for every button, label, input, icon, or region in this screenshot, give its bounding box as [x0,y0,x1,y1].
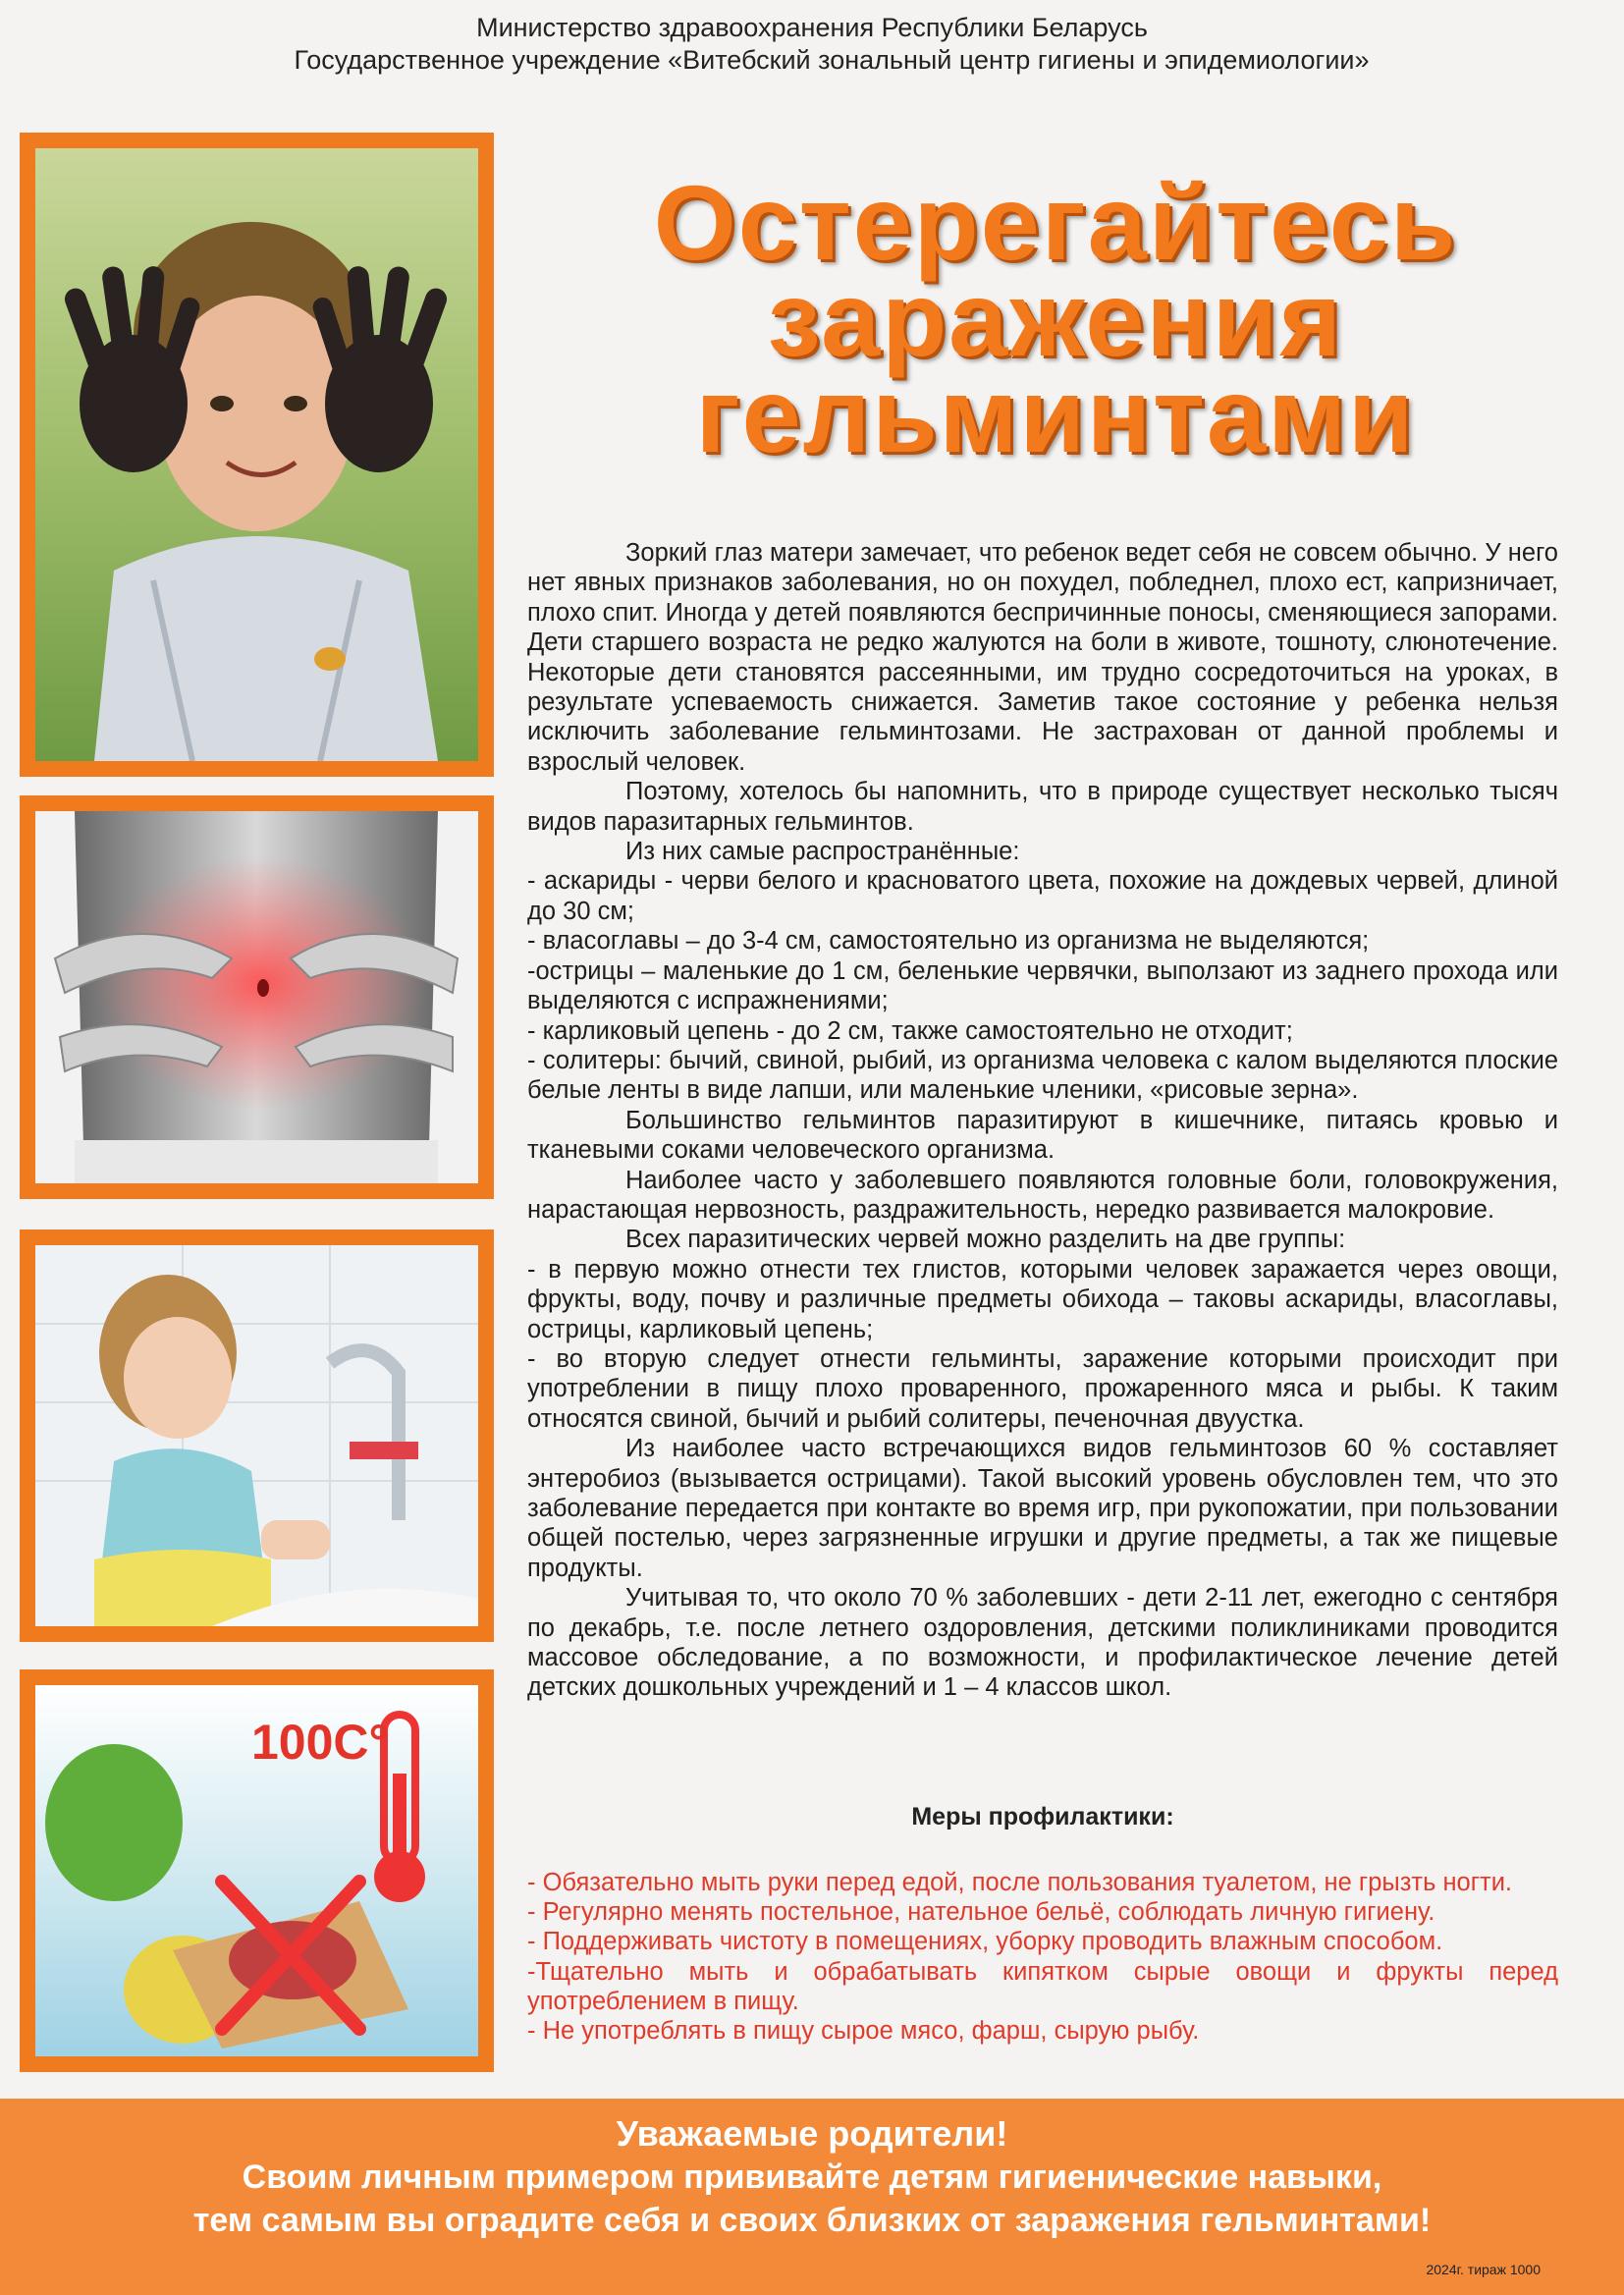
body-paragraph: Большинство гельминтов паразитируют в кишечнике, питаясь кровью и тканевыми соками человеческого организма. [527,1106,1558,1165]
measure-item: - Поддерживать чистоту в помещениях, уборку проводить влажным способом. [527,1928,1443,1956]
institution-line: Государственное учреждение «Витебский зональный центр гигиены и эпидемиологии» [294,45,1370,75]
prevention-measures-list [527,1868,1558,2046]
photo-boy-dirty-hands [35,148,478,761]
body-paragraph: - власоглавы – до 3-4 см, самостоятельно из организма не выделяются; [527,927,1370,956]
photo-frame-boy [20,133,494,777]
boy-dirty-hands-illustration [35,148,478,761]
title-line-2: заражения [767,259,1344,378]
body-paragraph: Наиболее часто у заболевшего появляются головные боли, головокружения, нарастающая нервозность, раздражительность, нередко развивается малокровие. [527,1166,1558,1224]
thermometer-label: 100C° [251,1715,389,1770]
photo-girl-washing-hands [35,1245,478,1626]
body-paragraph: Зоркий глаз матери замечает, что ребенок ведет себя не совсем обычно. У него нет явных признаков заболевания, но он похудел, побледнел, плохо ест, капризничает, плохо спит. Иногда у детей появляются беспричинные поносы, сменяющиеся запорами. Дети старшего возраста не редко жалуются на боли в животе, тошноту, слюнотечение. Некоторые дети становятся рассеянными, им трудно сосредоточиться на уроках, в результате успеваемость снижается. Заметив такое состояние у ребенка нельзя исключить заболевание гельминтозами. Не застрахован от данной проблемы и взрослый человек. [527,539,1558,776]
body-paragraph: Поэтому, хотелось бы напомнить, что в природе существует несколько тысяч видов паразитарных гельминтов. [527,778,1558,836]
body-paragraph: - карликовый цепень - до 2 см, также самостоятельно не отходит; [527,1016,1293,1045]
print-info: 2024г. тираж 1000 [1426,2262,1541,2277]
body-paragraph: - в первую можно отнести тех глистов, которыми человек заражается через овощи, фрукты, воду, почву и различные предметы обихода – таковы аскариды, власоглавы, острицы, карликовый цепень; [527,1255,1558,1343]
ministry-line: Министерство здравоохранения Республики Беларусь [476,13,1148,42]
body-paragraph: Учитывая то, что около 70 % заболевших - дети 2-11 лет, ежегодно с сентября по декабрь, т.е. после летнего оздоровления, детскими поликлиниками проводится массовое обследование, а по возможности, и профилактическое лечение детей детских дошкольных учреждений и 1 – 4 классов школ. [527,1584,1558,1702]
title-line-1: Остерегайтесь [653,163,1458,282]
body-paragraph: Из наиболее часто встречающихся видов гельминтозов 60 % составляет энтеробиоз (вызывается острицами). Такой высокий уровень обусловлен тем, что это заболевание передается при контакте во время игр, при рукопожатии, при пользовании общей постелью, через загрязненные игрушки и другие предметы, а так же пищевые продукты. [527,1435,1558,1582]
page-title [511,163,1600,474]
measure-item: - Обязательно мыть руки перед едой, после пользования туалетом, не грызть ногти. [527,1869,1513,1896]
footer-message-2: тем самым вы оградите себя и своих близких от заражения гельминтами! [192,2202,1432,2239]
photo-frame-belly [20,795,494,1199]
photo-frame-food [20,1669,494,2072]
food-hygiene-illustration [35,1685,478,2056]
belly-pain-illustration [35,811,478,1183]
photo-belly-pain [35,811,478,1183]
footer-message-1: Своим личным примером прививайте детям гигиенические навыки, [242,2158,1382,2196]
body-paragraph: Всех паразитических червей можно разделить на две группы: [625,1226,1346,1254]
title-line-3: гельминтами [695,355,1416,474]
body-paragraph: - солитеры: бычий, свиной, рыбий, из организма человека с калом выделяются плоские белые ленты в виде лапши, или маленькие членики, «рисовые зерна». [527,1046,1558,1105]
measures-heading: Меры профилактики: [911,1803,1174,1831]
measure-item: -Тщательно мыть и обрабатывать кипятком сырые овощи и фрукты перед употреблением в пищу. [527,1957,1558,2015]
body-paragraph: -острицы – маленькие до 1 см, беленькие червячки, выползают из заднего прохода или выделяются с испражнениями; [527,956,1558,1015]
body-paragraph: - аскариды - черви белого и красноватого цвета, похожие на дождевых червей, длиной до 30 см; [527,867,1558,925]
body-paragraph: Из них самые распространённые: [625,838,1020,866]
body-paragraph: - во вторую следует отнести гельминты, заражение которыми происходит при употреблении в пищу плохо проваренного, прожаренного мяса и рыбы. К таким относятся свиной, бычий и рыбий солитеры, печеночная двуустка. [527,1344,1558,1433]
photo-food-hygiene [35,1685,478,2056]
footer-greeting: Уважаемые родители! [616,2113,1008,2154]
photo-frame-girl [20,1229,494,1642]
article-body [527,538,1558,1703]
footer-banner [0,2099,1624,2295]
measure-item: - Не употреблять в пищу сырое мясо, фарш, сырую рыбу. [527,2017,1200,2046]
header [0,12,1624,77]
measure-item: - Регулярно менять постельное, нательное бельё, соблюдать личную гигиену. [527,1898,1435,1927]
girl-washing-hands-illustration [35,1245,478,1626]
